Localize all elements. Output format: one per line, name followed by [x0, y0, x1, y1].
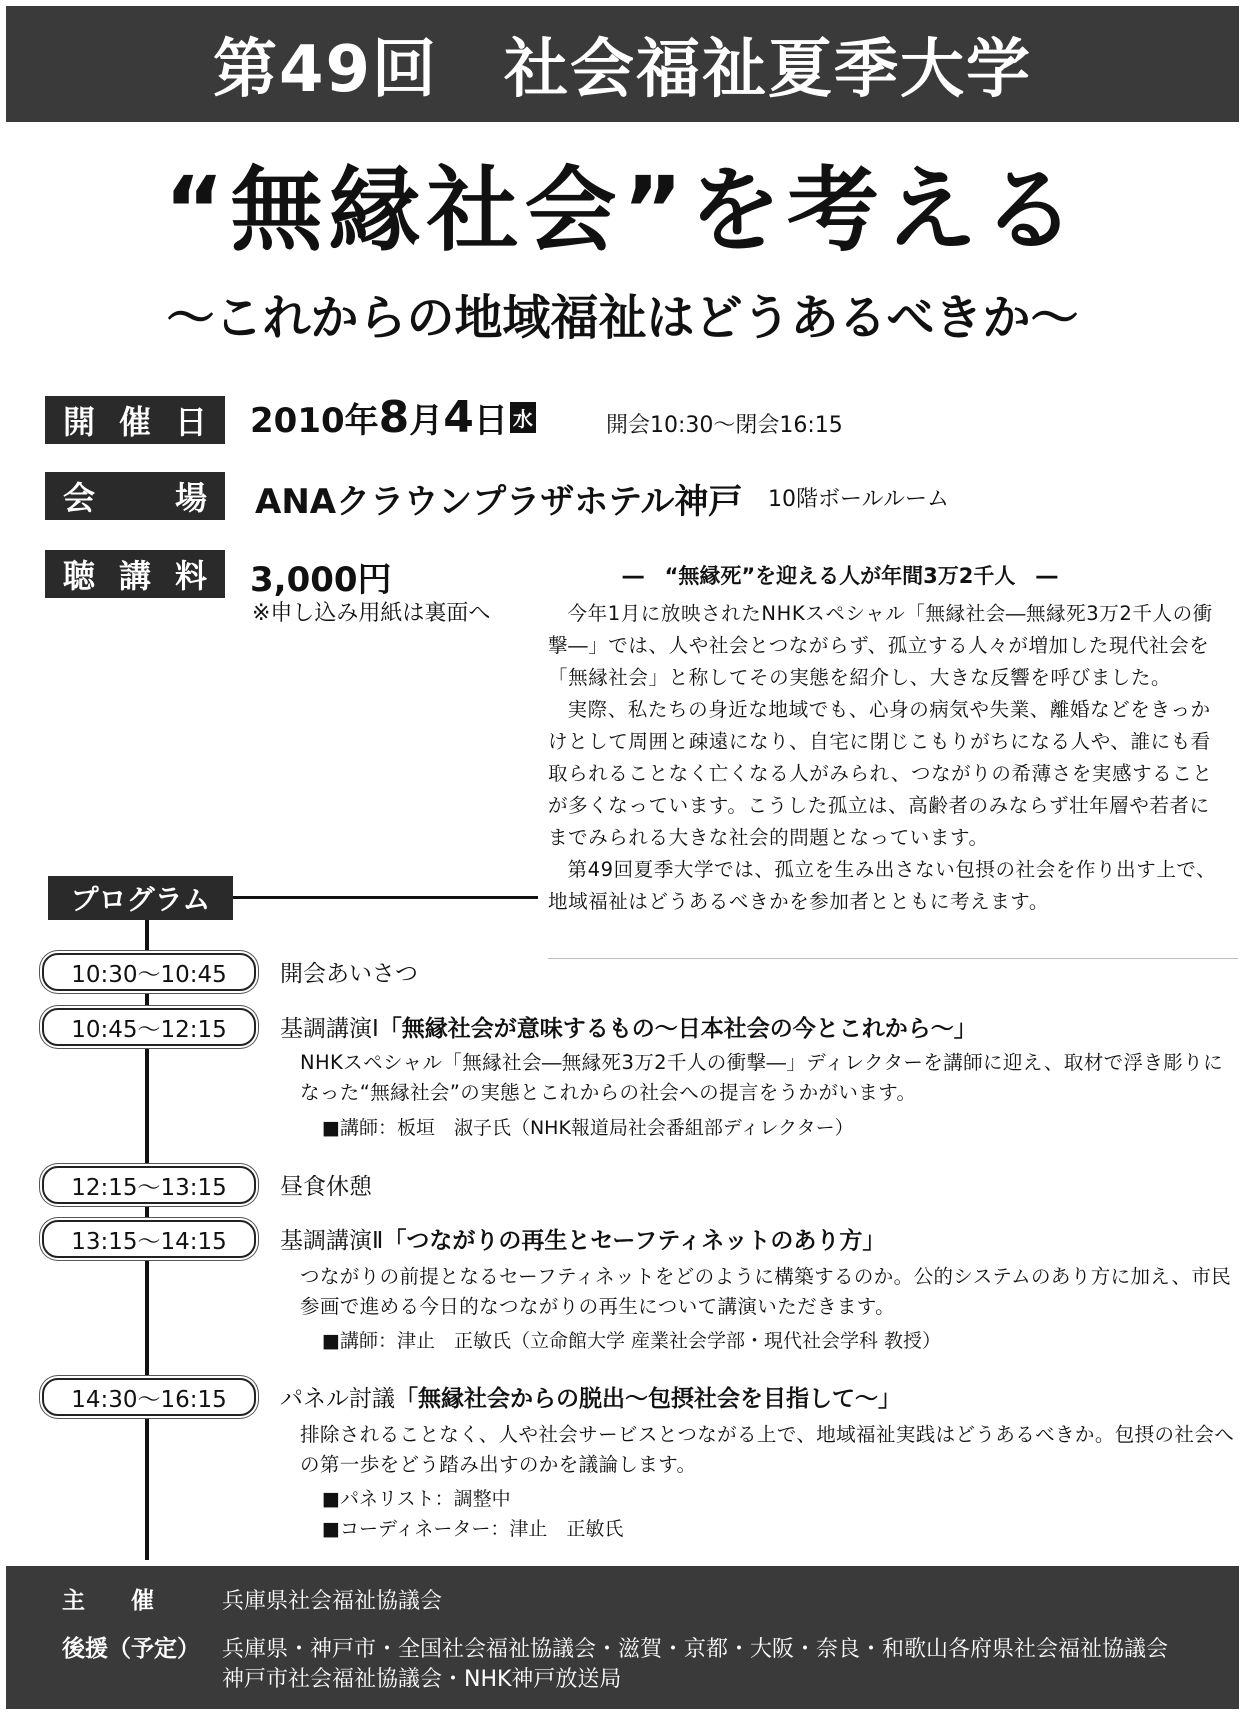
fee-note: ※申し込み用紙は裏面へ	[252, 601, 491, 626]
session-speaker: ■講師：板垣 淑子氏（NHK報道局社会番組部ディレクター）	[322, 1117, 854, 1139]
program-divider	[233, 896, 538, 899]
session-title: 基調講演Ⅰ「無縁社会が意味するもの～日本社会の今とこれから～」	[280, 1016, 977, 1042]
session-speaker: ■講師：津止 正敏氏（立命館大学 産業社会学部・現代社会学科 教授）	[322, 1330, 942, 1352]
essay-divider	[548, 958, 1238, 959]
essay-paragraph: 第49回夏季大学では、孤立を生み出さない包摂の社会を作り出す上で、地域福祉はどうあるべきかを参加者とともに考えます。	[548, 858, 1217, 913]
program-label: プログラム	[48, 876, 233, 920]
session-coordinator: ■コーディネーター：津止 正敏氏	[322, 1518, 624, 1540]
sub-title: ～これからの地域福祉はどうあるべきか～	[166, 290, 1079, 346]
organizer-label: 主 催	[62, 1588, 154, 1614]
footer	[6, 1566, 1239, 1709]
weekday-badge: 水	[510, 402, 536, 433]
venue-room: 10階ボールルーム	[768, 487, 950, 512]
main-title: “無縁社会”を考える	[164, 157, 1081, 264]
support-list: 兵庫県・神戸市・全国社会福祉協議会・滋賀・京都・大阪・奈良・和歌山各府県社会福祉協議会	[222, 1637, 1169, 1662]
session-panelist: ■パネリスト：調整中	[322, 1488, 511, 1510]
essay-paragraph: 今年1月に放映されたNHKスペシャル「無縁社会―無縁死3万2千人の衝撃―」では、人や社会とつながらず、孤立する人々が増加した現代社会を「無縁社会」と称してその実態を紹介し、大きな反響を呼びました。	[548, 602, 1213, 689]
essay-paragraph: 実際、私たちの身近な地域でも、心身の病気や失業、離婚などをきっかけとして周囲と疎遠になり、自宅に閉じこもりがちになる人や、誰にも看取られることなく亡くなる人がみられ、つながりの希薄さを実感することが多くなっています。こうした孤立は、高齢者のみならず壮年層や若者にまでみられる大きな社会的問題となっています。	[548, 698, 1213, 849]
fee-label: 聴 講 料	[45, 550, 225, 598]
session-title: 昼食休憩	[280, 1174, 372, 1200]
session-title: パネル討議「無縁社会からの脱出～包摂社会を目指して～」	[280, 1386, 901, 1412]
fee-amount: 3,000円	[250, 560, 392, 600]
date-value: 2010年8月4日 水	[250, 392, 536, 443]
date-label: 開 催 日	[45, 396, 225, 444]
support-label: 後援（予定）	[62, 1636, 200, 1662]
session-time: 14:30～16:15	[42, 1378, 256, 1416]
session-time: 13:15～14:15	[42, 1220, 256, 1258]
session-time: 10:45～12:15	[42, 1008, 256, 1046]
support-row	[62, 1630, 1168, 1663]
event-banner: 第49回 社会福祉夏季大学	[6, 6, 1239, 122]
essay-heading: ― “無縁死”を迎える人が年間3万2千人 ―	[622, 564, 1058, 588]
date-time: 開会10:30～閉会16:15	[606, 413, 843, 438]
venue-name: ANAクラウンプラザホテル神戸	[255, 482, 743, 522]
organizer-row	[62, 1582, 442, 1615]
support-list-continued: 神戸市社会福祉協議会・NHK神戸放送局	[222, 1667, 622, 1692]
session-time: 12:15～13:15	[42, 1166, 256, 1204]
session-description: 排除されることなく、人や社会サービスとつながる上で、地域福祉実践はどうあるべきか。包摂の社会への第一歩をどう踏み出すのかを議論します。	[300, 1423, 1235, 1476]
session-time: 10:30～10:45	[42, 953, 256, 991]
organizer-name: 兵庫県社会福祉協議会	[222, 1589, 443, 1614]
session-description: つながりの前提となるセーフティネットをどのように構築するのか。公的システムのあり方に加え、市民参画で進める今日的なつながりの再生について講演いただきます。	[300, 1265, 1232, 1318]
essay-body	[548, 598, 1218, 918]
session-title: 基調講演Ⅱ「つながりの再生とセーフティネットのあり方」	[280, 1228, 886, 1254]
venue-label: 会 場	[45, 472, 225, 520]
support-row-continued	[222, 1662, 621, 1693]
session-description: NHKスペシャル「無縁社会―無縁死3万2千人の衝撃―」ディレクターを講師に迎え、取材で浮き彫りになった“無縁社会”の実態とこれからの社会への提言をうかがいます。	[300, 1051, 1223, 1104]
session-title: 開会あいさつ	[280, 961, 418, 987]
